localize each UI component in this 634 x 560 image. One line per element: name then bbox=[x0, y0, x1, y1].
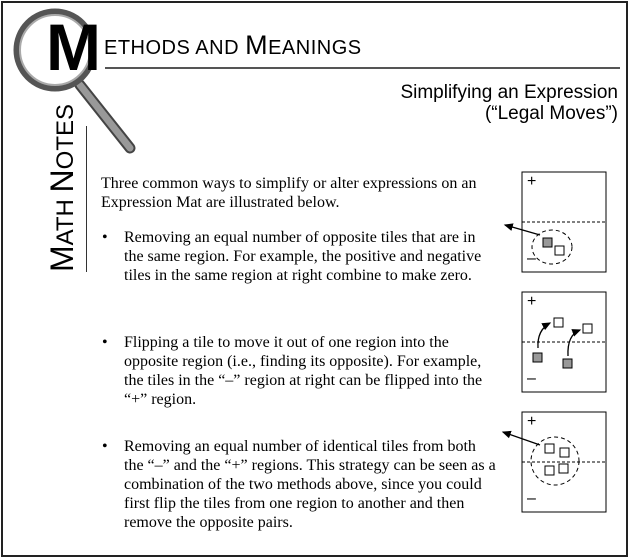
subtitle-line: (“Legal Moves”) bbox=[484, 103, 618, 124]
plus-label: + bbox=[527, 173, 537, 190]
minus-label: – bbox=[527, 490, 536, 507]
mat-3 bbox=[503, 412, 606, 512]
minus-label: – bbox=[527, 250, 536, 267]
mat-1 bbox=[505, 172, 606, 272]
title-big-m: M bbox=[46, 10, 101, 84]
title-part: EANINGS bbox=[268, 37, 362, 59]
subtitle-line: Simplifying an Expression bbox=[400, 82, 618, 103]
side-part: OTES bbox=[52, 104, 79, 170]
side-part: N bbox=[44, 169, 80, 193]
plus-label: + bbox=[527, 293, 537, 310]
intro-text: Three common ways to simplify or alter expressions on an Expression Mat are illustrated below. bbox=[101, 175, 477, 211]
bullet-item: • Removing an equal number of identical tiles from both the “–” and the “+” regions. This strategy can be seen as a combination of the two methods above, since you could first flip the tiles from one region to another and then remove the opposite pairs. bbox=[101, 437, 496, 532]
bullet-item: • Flipping a tile to move it out of one region into the opposite region (i.e., finding its opposite). For example, the tiles in the “–” region at right can be flipped into the “+” region. bbox=[101, 333, 496, 409]
plus-label: + bbox=[527, 413, 537, 430]
title-part: ETHODS AND bbox=[104, 37, 246, 59]
minus-label: – bbox=[527, 370, 536, 387]
side-part: M bbox=[44, 245, 80, 272]
side-part: ATH bbox=[52, 192, 79, 246]
title-part: M bbox=[245, 30, 269, 60]
bullet-item: • Removing an equal number of opposite tiles that are in the same region. For example, the positive and negative tiles in the same region at right combine to make zero. bbox=[101, 228, 496, 285]
